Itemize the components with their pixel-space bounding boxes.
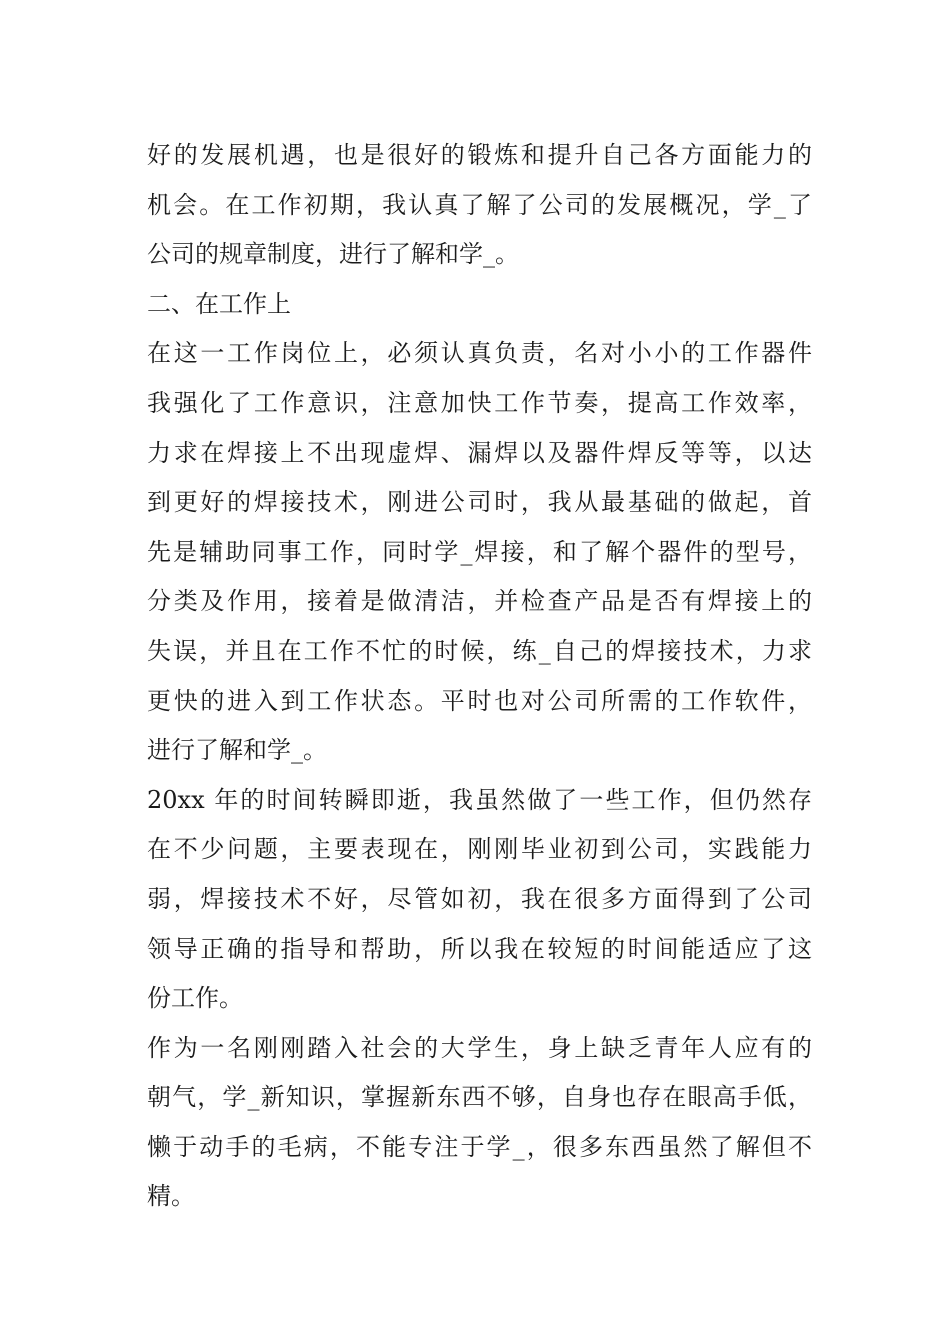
text-line: 失误，并且在工作不忙的时候，练_自己的焊接技术，力求 bbox=[147, 636, 812, 665]
text-line: 二、在工作上 bbox=[147, 289, 291, 318]
text-line: 份工作。 bbox=[147, 984, 243, 1013]
text-line: 更快的进入到工作状态。平时也对公司所需的工作软件， bbox=[147, 686, 812, 715]
text-line: 在这一工作岗位上，必须认真负责，名对小小的工作器件 bbox=[147, 339, 812, 368]
text-line: 朝气，学_新知识，掌握新东西不够，自身也存在眼高手低， bbox=[147, 1083, 812, 1112]
text-line: 好的发展机遇，也是很好的锻炼和提升自己各方面能力的 bbox=[147, 141, 812, 169]
text-line: 公司的规章制度，进行了解和学_。 bbox=[147, 240, 519, 269]
text-line: 20xx 年的时间转瞬即逝，我虽然做了一些工作，但仍然存 bbox=[147, 785, 812, 814]
text-line: 弱，焊接技术不好，尽管如初，我在很多方面得到了公司 bbox=[147, 884, 812, 913]
text-line: 进行了解和学_。 bbox=[147, 736, 327, 765]
text-line: 领导正确的指导和帮助，所以我在较短的时间能适应了这 bbox=[147, 934, 812, 963]
document-body bbox=[147, 131, 812, 1222]
text-line: 精。 bbox=[147, 1182, 195, 1211]
text-line: 先是辅助同事工作，同时学_焊接，和了解个器件的型号， bbox=[147, 537, 812, 566]
text-line: 在不少问题，主要表现在，刚刚毕业初到公司，实践能力 bbox=[147, 835, 812, 864]
text-line: 机会。在工作初期，我认真了解了公司的发展概况，学_了 bbox=[147, 190, 812, 219]
text-line: 作为一名刚刚踏入社会的大学生，身上缺乏青年人应有的 bbox=[147, 1033, 812, 1062]
text-line: 分类及作用，接着是做清洁，并检查产品是否有焊接上的 bbox=[147, 587, 812, 616]
text-line: 我强化了工作意识，注意加快工作节奏，提高工作效率， bbox=[147, 388, 812, 417]
text-line: 到更好的焊接技术，刚进公司时，我从最基础的做起，首 bbox=[147, 488, 812, 517]
text-line: 力求在焊接上不出现虚焊、漏焊以及器件焊反等等，以达 bbox=[147, 438, 812, 467]
text-line: 懒于动手的毛病，不能专注于学_，很多东西虽然了解但不 bbox=[147, 1132, 812, 1161]
